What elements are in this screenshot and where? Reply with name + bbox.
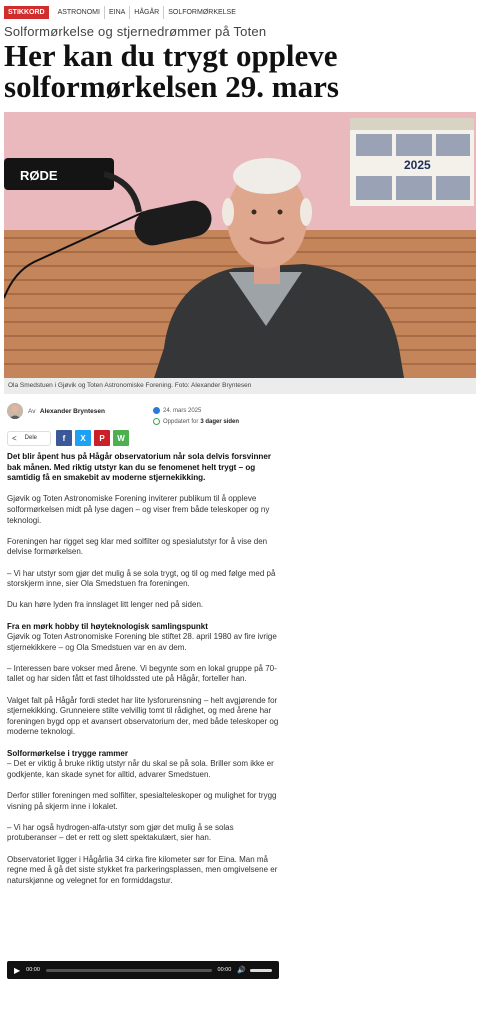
pinterest-share-button[interactable] — [94, 430, 110, 446]
tag-list — [4, 6, 240, 19]
byline — [7, 402, 105, 420]
subheading: Fra en mørk hobby til høyteknologisk samlingspunkt — [7, 621, 208, 631]
paragraph: Foreningen har rigget seg klar med solfilter og spesialutstyr for å vise den delvise formørkelsen. — [7, 536, 268, 557]
refresh-icon — [153, 418, 160, 425]
published-date: 24. mars 2025 — [163, 407, 202, 414]
tag-astronomi[interactable]: ASTRONOMI — [57, 9, 100, 16]
updated-prefix: Oppdatert for — [163, 418, 199, 425]
share-icon: < — [12, 433, 17, 443]
calendar-year: 2025 — [404, 158, 431, 172]
tag-eina[interactable]: EINA — [104, 6, 129, 19]
paragraph: – Interessen bare vokser med årene. Vi begynte som en lokal gruppe på 70-tallet og har siden fått et fast tilholdssted ute på Hågår, forteller han. — [7, 663, 277, 684]
audio-current-time: 00:00 — [26, 967, 40, 973]
paragraph: – Det er viktig å bruke riktig utstyr når du skal se på sola. Briller som ikke er godkjente, kan skade synet for alltid, advarer Smedstuen. — [7, 759, 274, 779]
article-headline: Her kan du trygt oppleve solformørkelsen 29. mars — [4, 38, 339, 104]
paragraph: Gjøvik og Toten Astronomiske Forening inviterer publikum til å oppleve solformørkelsen midt på lyse dagen – og viser frem både teleskoper og ny teknologi. — [7, 494, 270, 525]
share-button[interactable] — [7, 431, 51, 446]
author-name[interactable]: Alexander Bryntesen — [39, 407, 105, 415]
tag-solformorkelse[interactable]: SOLFORMØRKELSE — [163, 6, 240, 19]
paragraph: Gjøvik og Toten Astronomiske Forening ble stiftet 28. april 1980 av fire ivrige stjernekikkere – og Ola Smedstuen var en av dem. — [7, 632, 277, 652]
audio-duration: 00:00 — [217, 967, 232, 973]
article-lead: Det blir åpent hus på Hågår observatorium når sola delvis forsvinner bak månen. Med riktig utstyr kan du se fenomenet helt trygt – og samtidig få en smakebit av moderne stjernekikking. — [7, 452, 272, 483]
tag-label: STIKKORD — [4, 6, 49, 19]
whatsapp-icon: W — [117, 433, 125, 443]
share-label: Dele — [24, 435, 38, 441]
calendar-icon — [153, 407, 160, 414]
author-avatar[interactable] — [7, 403, 23, 419]
volume-slider[interactable] — [250, 969, 272, 972]
paragraph: – Vi har utstyr som gjør det mulig å se sola trygt, og til og med følge med på storskjerm inne, sier Ola Smedstuen fra foreningen. — [7, 568, 276, 589]
x-share-button[interactable] — [75, 430, 91, 446]
paragraph: Observatoriet ligger i Hågårlia 34 cirka fire kilometer sør for Eina. Man må regne med å gå det siste stykket fra parkeringsplassen, men omgivelsene er naturskjønne og velegnet for en formiddagstur. — [7, 854, 278, 885]
paragraph: – Vi har også hydrogen-alfa-utstyr som gjør det mulig å se solas protuberanser – det er rett og slett spektakulært, sier han. — [7, 822, 234, 843]
article-dates — [153, 405, 239, 427]
whatsapp-share-button[interactable] — [113, 430, 129, 446]
paragraph: Du kan høre lyden fra innslaget litt lenger ned på siden. — [7, 600, 204, 610]
paragraph: Derfor stiller foreningen med solfilter, spesialteleskoper og mulighet for trygg visning på skjerm inne i lokalet. — [7, 791, 277, 811]
audio-progress-bar[interactable] — [46, 969, 212, 972]
mic-brand: RØDE — [20, 168, 58, 183]
audio-player — [7, 961, 279, 979]
article-photo[interactable] — [4, 112, 476, 378]
x-icon: X — [80, 433, 86, 443]
play-icon[interactable]: ▶ — [14, 965, 21, 975]
subheading: Solformørkelse i trygge rammer — [7, 748, 128, 758]
photo-illustration — [4, 112, 476, 378]
article-body — [7, 452, 279, 897]
tag-hagar[interactable]: HÅGÅR — [129, 6, 163, 19]
share-bar — [7, 430, 132, 446]
byline-prefix: Av — [28, 407, 36, 415]
updated-value: 3 dager siden — [200, 418, 240, 425]
facebook-icon: f — [62, 433, 66, 443]
article-kicker: Solformørkelse og stjernedrømmer på Toten — [4, 24, 267, 39]
pinterest-icon: P — [99, 433, 105, 443]
paragraph: Valget falt på Hågår fordi stedet har lite lysforurensning – helt avgjørende for stjernekikking. Grunneiere stilte velvillig tomt til rådighet, og med årene har foreningen bygd opp et avansert observatorium der, med både teleskoper og moderne teknologi. — [7, 695, 279, 737]
volume-icon[interactable]: 🔊 — [237, 967, 246, 974]
facebook-share-button[interactable] — [56, 430, 72, 446]
photo-caption: Ola Smedstuen i Gjøvik og Toten Astronomiske Forening. Foto: Alexander Bryntesen — [4, 378, 476, 394]
